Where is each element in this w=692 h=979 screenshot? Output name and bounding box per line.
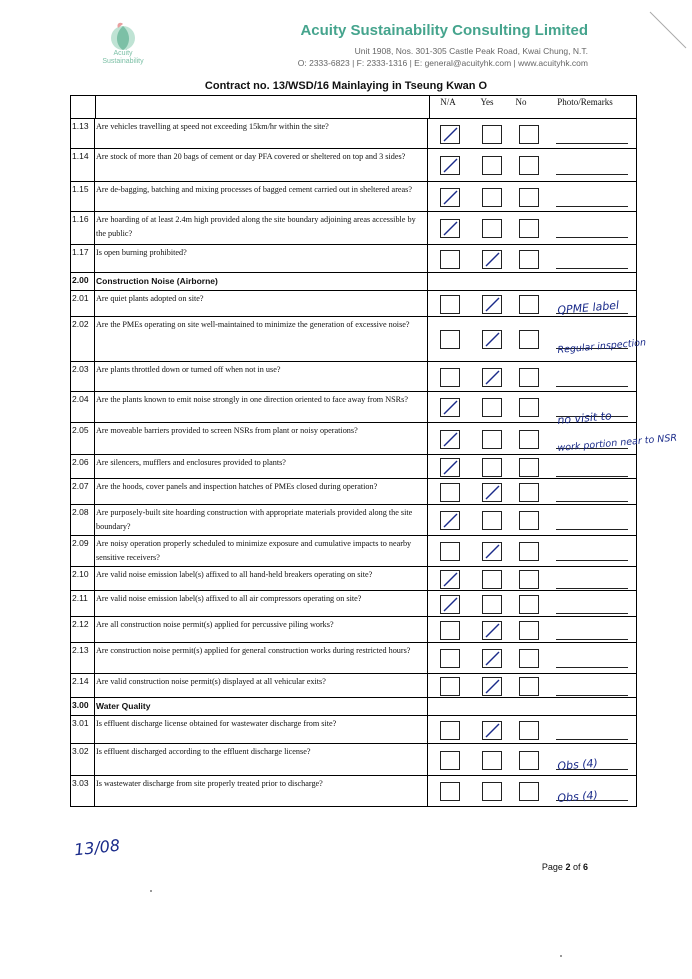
checks-cell — [428, 591, 636, 616]
checkbox-yes[interactable] — [482, 156, 502, 175]
checks-cell — [428, 505, 636, 535]
remark-line — [556, 386, 628, 387]
company-address: Unit 1908, Nos. 301-305 Castle Peak Road, Kwai Chung, N.T. — [354, 46, 588, 56]
page-title: Contract no. 13/WSD/16 Mainlaying in Tseung Kwan O — [204, 80, 488, 92]
logo-text: Acuity Sustainability — [102, 50, 144, 65]
item-number: 2.04 — [71, 392, 95, 422]
checkbox-no[interactable] — [519, 250, 539, 269]
checkbox-no[interactable] — [519, 368, 539, 387]
checks-cell — [428, 362, 636, 391]
table-row — [71, 291, 636, 317]
section-title: Water Quality — [95, 698, 428, 715]
table-row — [71, 776, 636, 806]
checkbox-yes[interactable] — [482, 721, 502, 740]
item-question: Are moveable barriers provided to screen NSRs from plant or noisy operations? — [95, 423, 428, 454]
table-row — [71, 317, 647, 362]
item-question: Are hoarding of at least 2.4m high provided along the site boundary adjoining areas accessible by the public? — [95, 212, 428, 244]
checkbox-na[interactable] — [440, 621, 460, 640]
checkbox-yes[interactable] — [482, 398, 502, 417]
checkbox-yes[interactable] — [482, 458, 502, 477]
item-question: Is open burning prohibited? — [95, 245, 428, 272]
company-name: Acuity Sustainability Consulting Limited — [300, 22, 588, 39]
checkbox-no[interactable] — [519, 219, 539, 238]
checkbox-no[interactable] — [519, 751, 539, 770]
checkbox-yes[interactable] — [482, 570, 502, 589]
item-question: Are all construction noise permit(s) applied for percussive piling works? — [95, 617, 428, 642]
checks-cell — [428, 291, 636, 316]
check-mark-icon — [441, 157, 459, 174]
handwritten-remark: Regular inspection — [557, 337, 647, 356]
item-question: Is wastewater discharge from site properly treated prior to discharge? — [95, 776, 428, 806]
checkbox-yes[interactable] — [482, 595, 502, 614]
check-mark-icon — [441, 431, 459, 448]
remark-line — [556, 501, 628, 502]
checkbox-no[interactable] — [519, 570, 539, 589]
item-question: Are valid noise emission label(s) affixed to all air compressors operating on site? — [95, 591, 428, 616]
checkbox-no[interactable] — [519, 458, 539, 477]
remark-line — [556, 639, 628, 640]
remark-line — [556, 739, 628, 740]
checkbox-na[interactable] — [440, 330, 460, 349]
check-mark-icon — [441, 459, 459, 476]
checkbox-na[interactable] — [440, 368, 460, 387]
checkbox-na[interactable] — [440, 188, 460, 207]
check-mark-icon — [483, 251, 501, 268]
item-number: 3.00 — [71, 698, 95, 715]
item-question: Are vehicles travelling at speed not exceeding 15km/hr within the site? — [95, 119, 428, 148]
checkbox-na[interactable] — [440, 570, 460, 589]
check-mark-icon — [483, 622, 501, 639]
item-number: 3.03 — [71, 776, 95, 806]
checkbox-na[interactable] — [440, 156, 460, 175]
item-number: 2.03 — [71, 362, 95, 391]
table-row — [71, 119, 636, 149]
item-number: 2.02 — [71, 317, 95, 361]
checkbox-yes[interactable] — [482, 188, 502, 207]
checkbox-na[interactable] — [440, 295, 460, 314]
remark-line — [556, 695, 628, 696]
table-row — [71, 212, 636, 245]
table-row — [71, 536, 636, 567]
checkbox-na[interactable] — [440, 649, 460, 668]
checkbox-na[interactable] — [440, 595, 460, 614]
item-question: Are noisy operation properly scheduled to minimize exposure and cumulative impacts to nearby sensitive receivers? — [95, 536, 428, 566]
checkbox-na[interactable] — [440, 398, 460, 417]
table-row — [71, 716, 636, 744]
item-number: 1.14 — [71, 149, 95, 181]
corner-mark — [648, 10, 688, 50]
checkbox-yes[interactable] — [482, 511, 502, 530]
checkbox-no[interactable] — [519, 782, 539, 801]
checkbox-na[interactable] — [440, 483, 460, 502]
item-number: 2.12 — [71, 617, 95, 642]
checkbox-na[interactable] — [440, 430, 460, 449]
checkbox-no[interactable] — [519, 398, 539, 417]
checkbox-no[interactable] — [519, 125, 539, 144]
checkbox-no[interactable] — [519, 156, 539, 175]
checks-cell — [428, 536, 636, 566]
checkbox-no[interactable] — [519, 595, 539, 614]
checkbox-no[interactable] — [519, 721, 539, 740]
item-number: 2.14 — [71, 674, 95, 697]
checkbox-yes[interactable] — [482, 125, 502, 144]
checkbox-na[interactable] — [440, 542, 460, 561]
item-question: Are the PMEs operating on site well-maintained to minimize the generation of excessive noise? — [95, 317, 428, 361]
scan-speck — [560, 955, 562, 957]
checks-cell — [428, 617, 636, 642]
table-row — [71, 744, 636, 776]
checkbox-yes[interactable] — [482, 483, 502, 502]
checkbox-no[interactable] — [519, 330, 539, 349]
remark-line — [556, 237, 628, 238]
item-number: 1.17 — [71, 245, 95, 272]
table-row — [71, 362, 636, 392]
item-number: 2.08 — [71, 505, 95, 535]
item-number: 1.15 — [71, 182, 95, 211]
item-number: 2.07 — [71, 479, 95, 504]
item-question: Is effluent discharged according to the effluent discharge license? — [95, 744, 428, 775]
checks-cell — [428, 273, 636, 290]
remark-line — [556, 143, 628, 144]
table-body — [71, 119, 678, 806]
section-row — [71, 698, 636, 716]
header-na: N/A — [440, 97, 456, 107]
checks-cell — [428, 182, 636, 211]
checks-cell — [428, 567, 636, 590]
check-mark-icon — [441, 596, 459, 613]
checkbox-no[interactable] — [519, 511, 539, 530]
checkbox-no[interactable] — [519, 295, 539, 314]
checklist-table — [70, 95, 678, 807]
handwritten-remark: no visit to — [556, 409, 613, 427]
checkbox-yes[interactable] — [482, 649, 502, 668]
header-num-cell — [71, 96, 96, 118]
check-mark-icon — [483, 331, 501, 348]
table-row — [71, 617, 636, 643]
checkbox-na[interactable] — [440, 721, 460, 740]
company-contact: O: 2333-6823 | F: 2333-1316 | E: general@acuityhk.com | www.acuityhk.com — [297, 58, 588, 68]
checkbox-yes[interactable] — [482, 330, 502, 349]
header-question-cell — [96, 96, 430, 118]
item-question: Are the plants known to emit noise strongly in one direction oriented to face away from NSRs? — [95, 392, 428, 422]
checkbox-yes[interactable] — [482, 250, 502, 269]
checkbox-yes[interactable] — [482, 621, 502, 640]
checks-cell — [428, 245, 636, 272]
item-number: 1.13 — [71, 119, 95, 148]
item-question: Are stock of more than 20 bags of cement or day PFA covered or sheltered on top and 3 sides? — [95, 149, 428, 181]
checks-cell — [428, 744, 636, 775]
section-row — [71, 273, 636, 291]
checkbox-no[interactable] — [519, 430, 539, 449]
item-number: 2.13 — [71, 643, 95, 673]
checkbox-yes[interactable] — [482, 219, 502, 238]
handwritten-remark: work portion near to NSR — [557, 432, 678, 454]
item-question: Are valid noise emission label(s) affixed to all hand-held breakers operating on site? — [95, 567, 428, 590]
item-number: 2.06 — [71, 455, 95, 478]
remark-line — [556, 476, 628, 477]
table-row — [71, 423, 678, 455]
check-mark-icon — [483, 484, 501, 501]
item-number: 2.11 — [71, 591, 95, 616]
checkbox-no[interactable] — [519, 188, 539, 207]
handwritten-remark: Obs (4) — [556, 756, 599, 773]
check-mark-icon — [441, 512, 459, 529]
check-mark-icon — [441, 189, 459, 206]
checks-cell — [428, 212, 636, 244]
checkbox-na[interactable] — [440, 125, 460, 144]
remark-line — [556, 206, 628, 207]
header-no: No — [515, 97, 527, 107]
item-question: Are silencers, mufflers and enclosures provided to plants? — [95, 455, 428, 478]
table-row — [71, 674, 636, 698]
checkbox-na[interactable] — [440, 677, 460, 696]
item-question: Are de-bagging, batching and mixing processes of bagged cement carried out in sheltered areas? — [95, 182, 428, 211]
handwritten-remark: Obs (4) — [556, 788, 599, 805]
checkbox-na[interactable] — [440, 250, 460, 269]
item-question: Are purposely-built site hoarding construction with appropriate materials provided along the site boundary? — [95, 505, 428, 535]
checkbox-na[interactable] — [440, 782, 460, 801]
checks-cell — [428, 119, 636, 148]
item-question: Are quiet plants adopted on site? — [95, 291, 428, 316]
item-number: 3.01 — [71, 716, 95, 743]
checkbox-no[interactable] — [519, 542, 539, 561]
handwritten-remark: QPME label — [556, 298, 620, 317]
checkbox-yes[interactable] — [482, 677, 502, 696]
table-row — [71, 455, 636, 479]
checkbox-no[interactable] — [519, 621, 539, 640]
checks-cell — [428, 149, 636, 181]
checkbox-yes[interactable] — [482, 430, 502, 449]
item-question: Are construction noise permit(s) applied for general construction works during restricted hours? — [95, 643, 428, 673]
table-row — [71, 479, 636, 505]
checks-cell — [428, 698, 636, 715]
item-number: 2.05 — [71, 423, 95, 454]
checks-cell — [428, 716, 636, 743]
checkbox-no[interactable] — [519, 483, 539, 502]
check-mark-icon — [483, 543, 501, 560]
table-row — [71, 505, 636, 536]
item-number: 2.09 — [71, 536, 95, 566]
checkbox-no[interactable] — [519, 677, 539, 696]
checks-cell — [428, 776, 636, 806]
remark-line — [556, 667, 628, 668]
check-mark-icon — [483, 650, 501, 667]
scan-speck — [150, 890, 152, 892]
section-title: Construction Noise (Airborne) — [95, 273, 428, 290]
remark-line — [556, 268, 628, 269]
item-question: Are valid construction noise permit(s) displayed at all vehicular exits? — [95, 674, 428, 697]
check-mark-icon — [483, 722, 501, 739]
checkbox-na[interactable] — [440, 511, 460, 530]
checks-cell — [428, 479, 636, 504]
checkbox-yes[interactable] — [482, 782, 502, 801]
remark-line — [556, 588, 628, 589]
item-question: Is effluent discharge license obtained for wastewater discharge from site? — [95, 716, 428, 743]
remark-line — [556, 529, 628, 530]
table-row — [71, 392, 636, 427]
checkbox-na[interactable] — [440, 751, 460, 770]
checkbox-na[interactable] — [440, 219, 460, 238]
handwritten-date: 13/08 — [73, 835, 121, 860]
item-number: 2.01 — [71, 291, 95, 316]
item-number: 2.00 — [71, 273, 95, 290]
check-mark-icon — [441, 399, 459, 416]
checkbox-yes[interactable] — [482, 368, 502, 387]
check-mark-icon — [441, 126, 459, 143]
checks-cell — [428, 674, 636, 697]
checks-cell — [428, 455, 636, 478]
checks-cell — [428, 317, 647, 361]
header-yes: Yes — [480, 97, 494, 107]
checkbox-no[interactable] — [519, 649, 539, 668]
checks-cell — [428, 423, 678, 454]
table-row — [71, 245, 636, 273]
check-mark-icon — [483, 296, 501, 313]
remark-line — [556, 174, 628, 175]
header-photo-remarks: Photo/Remarks — [557, 97, 613, 107]
table-row — [71, 567, 636, 591]
item-number: 1.16 — [71, 212, 95, 244]
item-question: Are the hoods, cover panels and inspection hatches of PMEs closed during operation? — [95, 479, 428, 504]
checks-cell — [428, 643, 636, 673]
checkbox-yes[interactable] — [482, 295, 502, 314]
table-row — [71, 149, 636, 182]
check-mark-icon — [483, 678, 501, 695]
checkbox-yes[interactable] — [482, 542, 502, 561]
table-row — [71, 182, 636, 212]
table-header — [71, 96, 636, 119]
checkbox-na[interactable] — [440, 458, 460, 477]
check-mark-icon — [483, 369, 501, 386]
checks-cell — [428, 392, 636, 427]
item-number: 2.10 — [71, 567, 95, 590]
checkbox-yes[interactable] — [482, 751, 502, 770]
table-row — [71, 643, 636, 674]
item-question: Are plants throttled down or turned off when not in use? — [95, 362, 428, 391]
check-mark-icon — [441, 220, 459, 237]
remark-line — [556, 613, 628, 614]
item-number: 3.02 — [71, 744, 95, 775]
page-number: Page 2 of 6 — [541, 862, 588, 872]
table-row — [71, 591, 636, 617]
check-mark-icon — [441, 571, 459, 588]
remark-line — [556, 560, 628, 561]
